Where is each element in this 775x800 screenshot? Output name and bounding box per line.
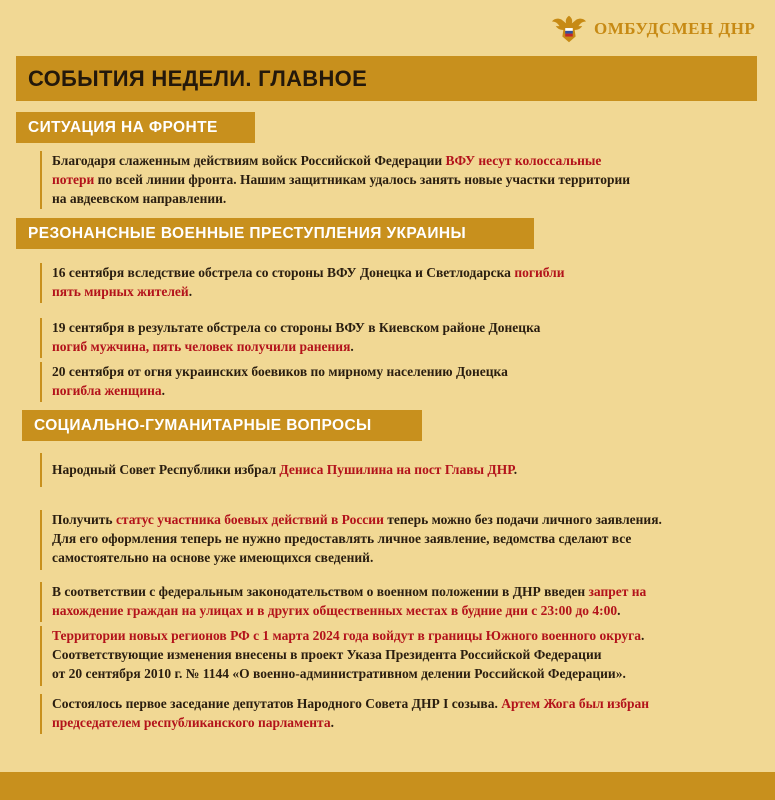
ombudsman-logo xyxy=(550,12,755,46)
logo-text: ОМБУДСМЕН ДНР xyxy=(594,19,756,38)
page-title: СОБЫТИЯ НЕДЕЛИ. ГЛАВНОЕ xyxy=(28,65,368,91)
news-item: В соответствии с федеральным законодательством о военном положении в ДНР введен запрет на нахождение граждан на улицах и в других общественных местах в будние дни с 23:00 до 4:00. xyxy=(40,582,730,622)
news-item: 16 сентября вследствие обстрела со стороны ВФУ Донецка и Светлодарска погибли пять мирных жителей. xyxy=(40,263,730,303)
news-item: 19 сентября в результате обстрела со стороны ВФУ в Киевском районе Донецка погиб мужчина, пять человек получили ранения. xyxy=(40,318,730,358)
news-item: Благодаря слаженным действиям войск Российской Федерации ВФУ несут колоссальные потери по всей линии фронта. Нашим защитникам удалось занять новые участки территории на авдеевском направлении. xyxy=(40,151,730,209)
news-item: Состоялось первое заседание депутатов Народного Совета ДНР I созыва. Артем Жога был избран председателем республиканского парламента. xyxy=(40,694,730,734)
section-heading-social: СОЦИАЛЬНО-ГУМАНИТАРНЫЕ ВОПРОСЫ xyxy=(22,410,422,441)
news-item: Территории новых регионов РФ с 1 марта 2024 года войдут в границы Южного военного округа. Соответствующие изменения внесены в проект Указа Президента Российской Федерации от 20 сентября 2010 г. № 1144 «О военно-административном делении Российской Федерации». xyxy=(40,626,730,686)
news-item: 20 сентября от огня украинских боевиков по мирному населению Донецка погибла женщина. xyxy=(40,362,730,402)
section-heading-front: СИТУАЦИЯ НА ФРОНТЕ xyxy=(16,112,255,143)
main-title-bar xyxy=(16,56,757,101)
eagle-emblem-icon xyxy=(550,12,588,46)
footer-bar xyxy=(0,772,775,800)
news-item: Народный Совет Республики избрал Дениса Пушилина на пост Главы ДНР. xyxy=(40,453,730,487)
section-heading-war-crimes: РЕЗОНАНСНЫЕ ВОЕННЫЕ ПРЕСТУПЛЕНИЯ УКРАИНЫ xyxy=(16,218,534,249)
news-item: Получить статус участника боевых действий в России теперь можно без подачи личного заявления. Для его оформления теперь не нужно предоставлять личное заявление, ведомства сделают все самостоятельно на основе уже имеющихся сведений. xyxy=(40,510,730,570)
